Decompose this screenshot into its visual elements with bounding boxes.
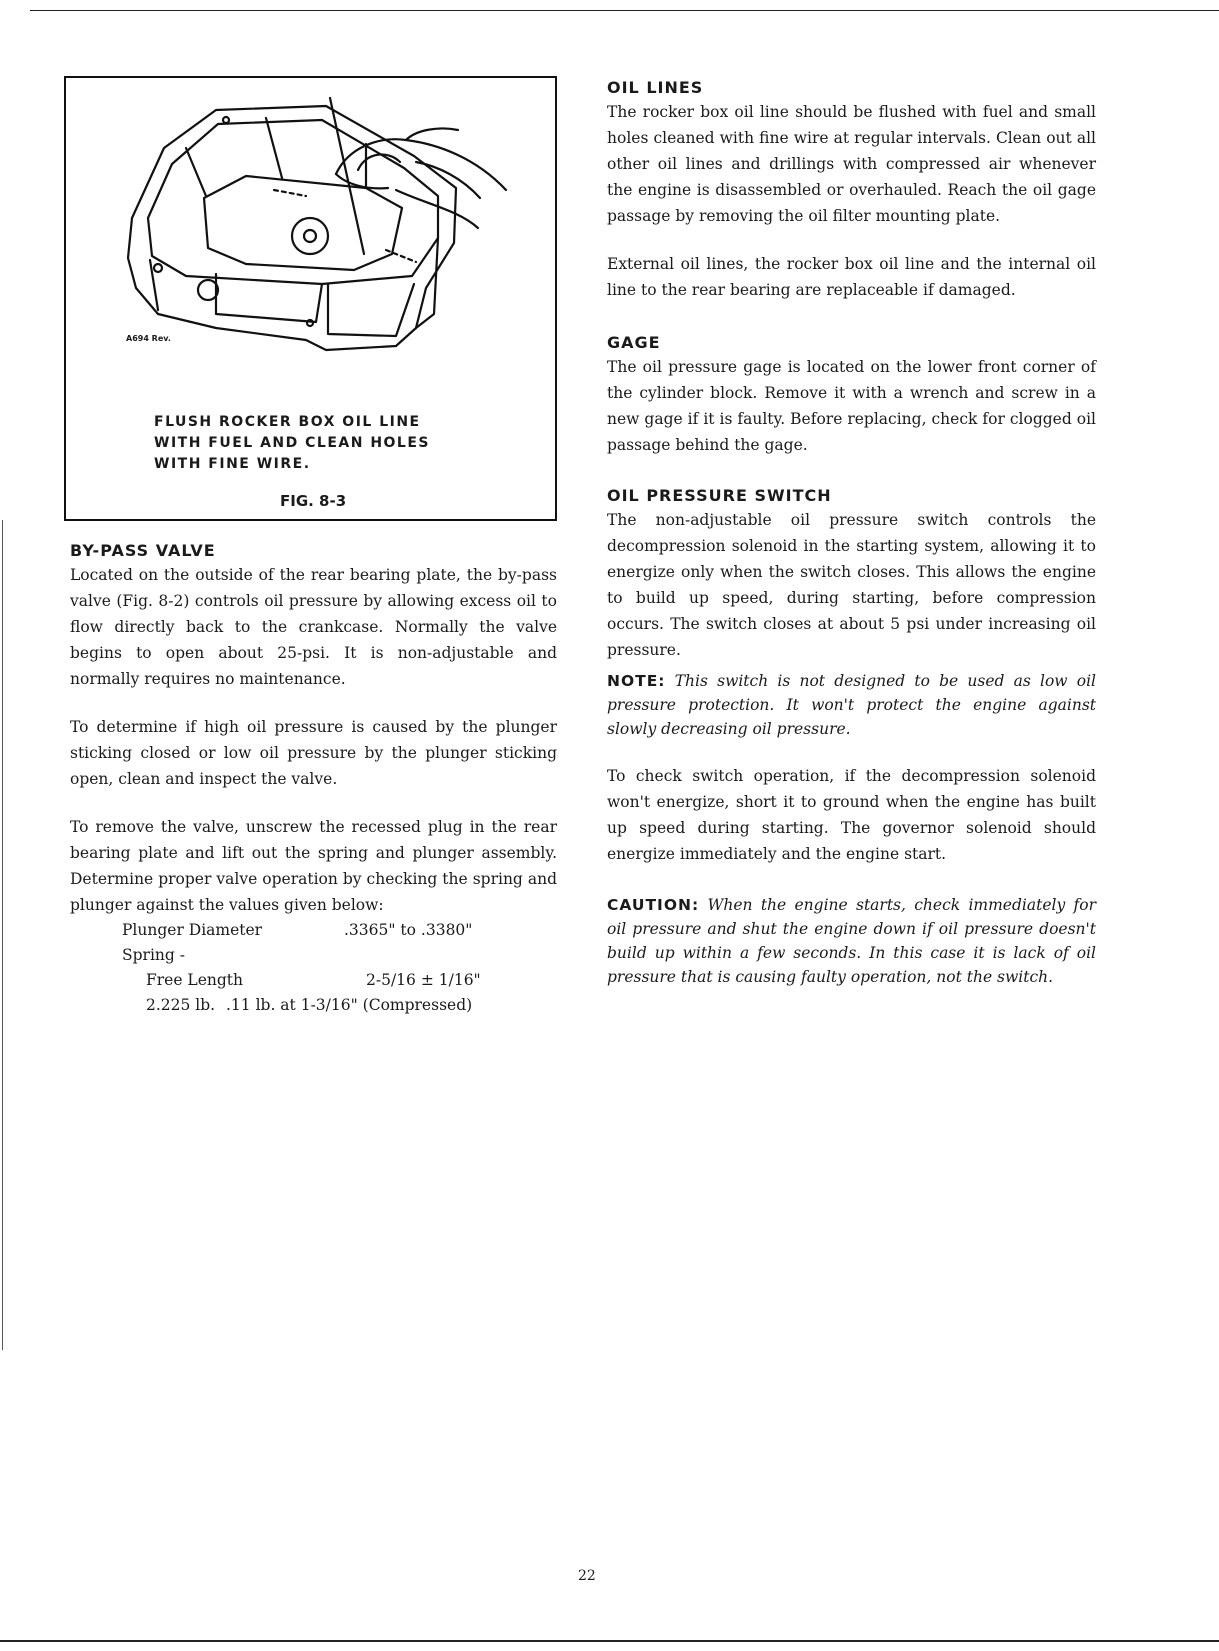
figure-number: FIG. 8-3 (280, 492, 347, 510)
spec-row-load (70, 993, 557, 1018)
note-text: This switch is not designed to be used as low oil pressure protection. It won't protect the engine against slowly decreasing oil pressure. (607, 672, 1096, 738)
caption-line: WITH FINE WIRE. (154, 456, 311, 472)
caption-line: WITH FUEL AND CLEAN HOLES (154, 435, 430, 451)
bypass-paragraph: Located on the outside of the rear bearing plate, the by-pass valve (Fig. 8-2) controls oil pressure by allowing excess oil to flow directly back to the crankcase. Normally the valve begins to open about 25-psi. It is non-adjustable and normally requires no maintenance. (70, 566, 557, 688)
rocker-box-illustration (66, 78, 559, 408)
switch-paragraph: To check switch operation, if the decompression solenoid won't energize, short it to ground when the engine has built up speed during starting. The governor solenoid should energize immediately and the engine start. (607, 767, 1096, 863)
oil-pressure-switch-heading: OIL PRESSURE SWITCH (607, 486, 832, 505)
spec-label: Free Length (146, 971, 244, 989)
oil-lines-heading: OIL LINES (607, 78, 704, 97)
spec-value: .3365" to .3380" (344, 921, 473, 939)
caution (607, 893, 1096, 989)
figure-ref-code: A694 Rev. (126, 334, 171, 343)
page-number: 22 (578, 1568, 596, 1584)
gage-heading: GAGE (607, 333, 661, 352)
switch-paragraph: The non-adjustable oil pressure switch controls the decompression solenoid in the starting system, allowing it to energize only when the switch closes. This allows the engine to build up speed, during starting, before compression occurs. The switch closes at about 5 psi under increasing oil pressure. (607, 511, 1096, 659)
spec-label: Plunger Diameter (122, 921, 263, 939)
note (607, 669, 1096, 741)
caution-label: CAUTION: (607, 896, 700, 914)
left-column (70, 541, 557, 1018)
binding-edge (2, 520, 3, 1350)
right-column (607, 78, 1096, 1011)
spec-row-free-length (70, 968, 557, 993)
top-rule (30, 10, 1219, 11)
oil-lines-paragraph: The rocker box oil line should be flushed with fuel and small holes cleaned with fine wire at regular intervals. Clean out all other oil lines and drillings with compressed air whenever the engine is disassembled or overhauled. Reach the oil gage passage by removing the oil filter mounting plate. (607, 103, 1096, 225)
caution-text: When the engine starts, check immediately for oil pressure and shut the engine down if oil pressure doesn't build up within a few seconds. In this case it is lack of oil pressure that is causing faulty operation, not the switch. (607, 896, 1096, 986)
bottom-rule (0, 1640, 1219, 1642)
bypass-paragraph: To determine if high oil pressure is caused by the plunger sticking closed or low oil pressure by the plunger sticking open, clean and inspect the valve. (70, 718, 557, 788)
figure-8-3 (64, 76, 557, 521)
note-label: NOTE: (607, 672, 666, 690)
caption-line: FLUSH ROCKER BOX OIL LINE (154, 414, 421, 430)
bypass-paragraph: To remove the valve, unscrew the recessed plug in the rear bearing plate and lift out the spring and plunger assembly. Determine proper valve operation by checking the spring and plunger against the values given below: (70, 818, 557, 914)
bypass-valve-heading: BY-PASS VALVE (70, 541, 216, 560)
spec-label: Spring - (122, 946, 185, 964)
spec-label: 2.225 lb. (146, 996, 216, 1014)
figure-caption (154, 412, 494, 475)
spec-value: 2-5/16 ± 1/16" (366, 971, 481, 989)
gage-paragraph: The oil pressure gage is located on the lower front corner of the cylinder block. Remove it with a wrench and screw in a new gage if it is faulty. Before replacing, check for clogged oil passage behind the gage. (607, 358, 1096, 454)
spec-row-plunger (70, 918, 557, 943)
spec-row-spring (70, 943, 557, 968)
oil-lines-paragraph: External oil lines, the rocker box oil line and the internal oil line to the rear bearing are replaceable if damaged. (607, 255, 1096, 299)
spec-value: .11 lb. at 1-3/16" (Compressed) (226, 996, 473, 1014)
